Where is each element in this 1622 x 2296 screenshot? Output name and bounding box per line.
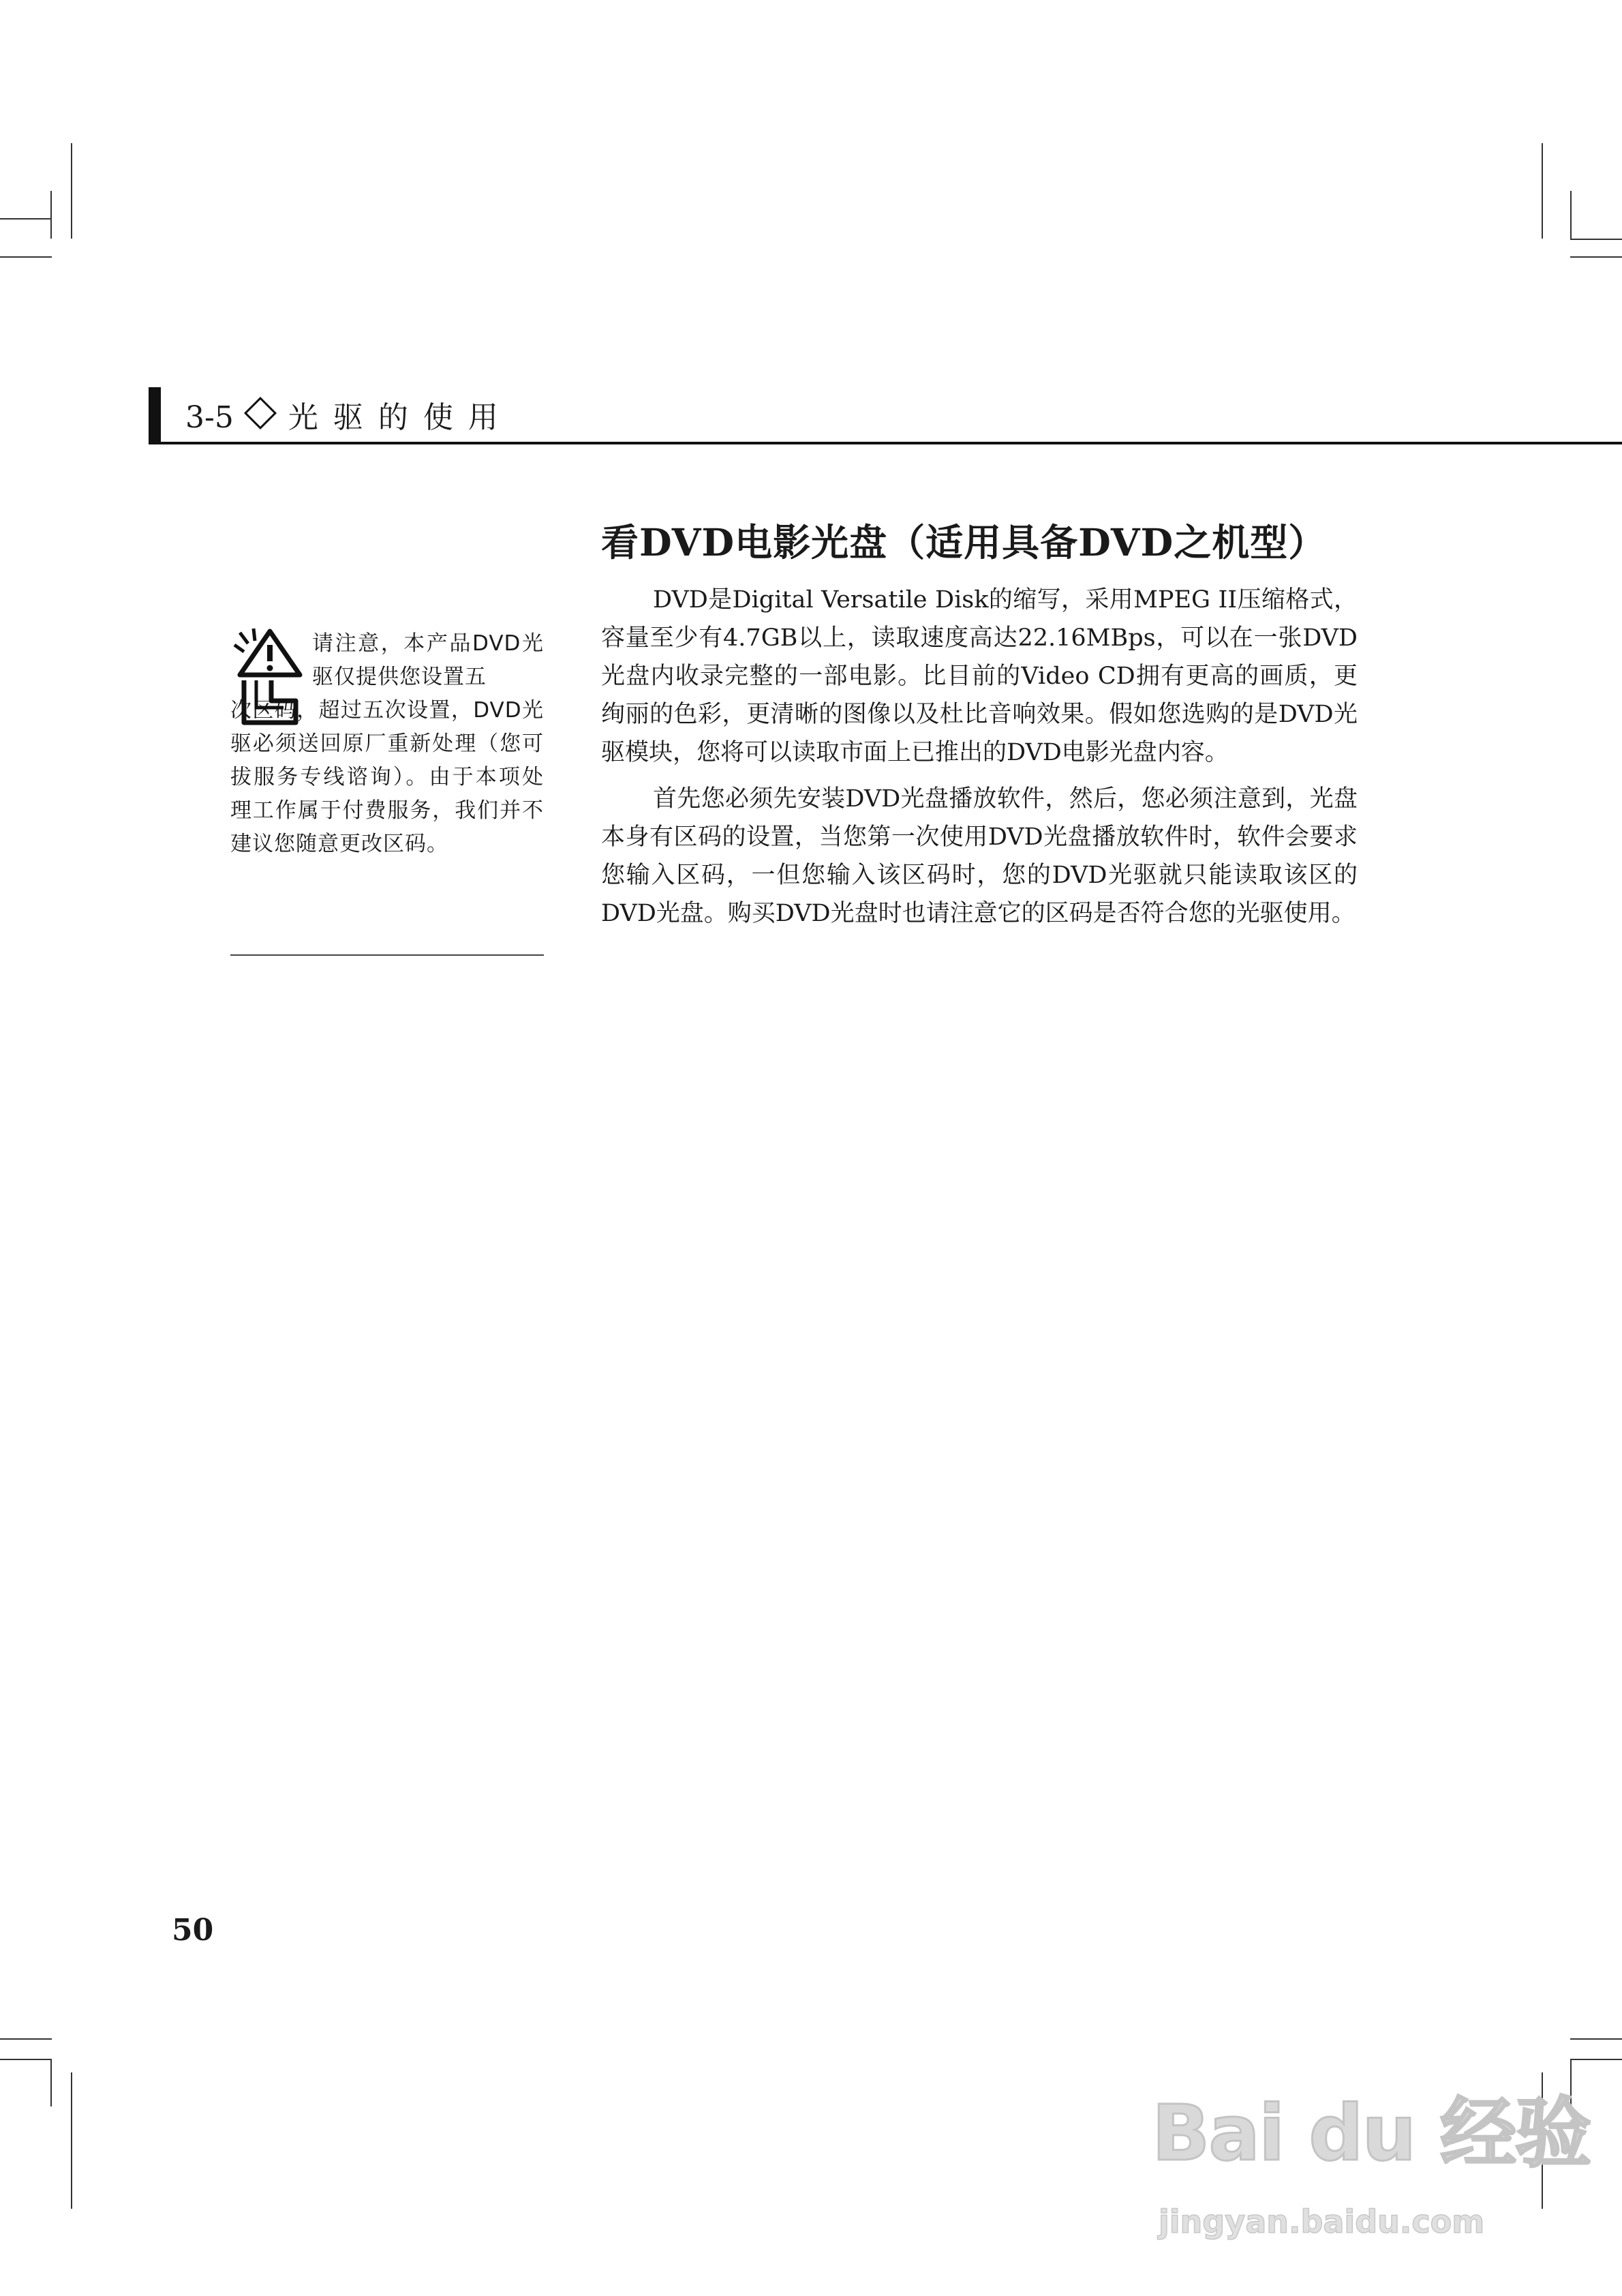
paragraph: 首先您必须先安装DVD光盘播放软件，然后，您必须注意到，光盘本身有区码的设置，当您第一次使用DVD光盘播放软件时，软件会要求您输入区码，一但您输入该区码时，您的DVD光驱就只能读取该区的DVD光盘。购买DVD光盘时也请注意它的区码是否符合您的光驱使用。 (601, 785, 1358, 927)
watermark (1152, 2052, 1591, 2277)
watermark-url: jingyan.baidu.com (1159, 2203, 1485, 2240)
section-title (185, 393, 501, 436)
note-rule (230, 954, 544, 956)
section-rule (149, 442, 1622, 444)
section-name: 光 驱 的 使 用 (288, 400, 501, 435)
page-number: 50 (172, 1913, 214, 1948)
side-note (230, 627, 544, 861)
warning-person-icon (230, 627, 307, 729)
diamond-icon (244, 397, 277, 429)
paragraph: DVD是Digital Versatile Disk的缩写，采用MPEG II压缩格式，容量至少有4.7GB以上，读取速度高达22.16MBps，可以在一张DVD光盘内收录完整的一部电影。比目前的Video CD拥有更高的画质，更绚丽的色彩，更清晰的图像以及杜比音响效果。假如您选购的是DVD光驱模块，您将可以读取市面上已推出的DVD电影光盘内容。 (601, 586, 1358, 766)
page-heading: 看DVD电影光盘（适用具备DVD之机型） (601, 520, 1327, 564)
section-number: 3-5 (185, 400, 234, 435)
note-text-first: 请注意，本产品DVD光驱仅提供您设置五 (312, 631, 544, 689)
section-marker-bar (149, 387, 161, 443)
note-text-rest: 次区码，超过五次设置，DVD光驱必须送回原厂重新处理（您可拔服务专线谘询）。由于本项处理工作属于付费服务，我们并不建议您随意更改区码。 (230, 698, 544, 856)
watermark-logo: Bai du 经验 (1152, 2089, 1591, 2178)
body-text (601, 581, 1358, 941)
